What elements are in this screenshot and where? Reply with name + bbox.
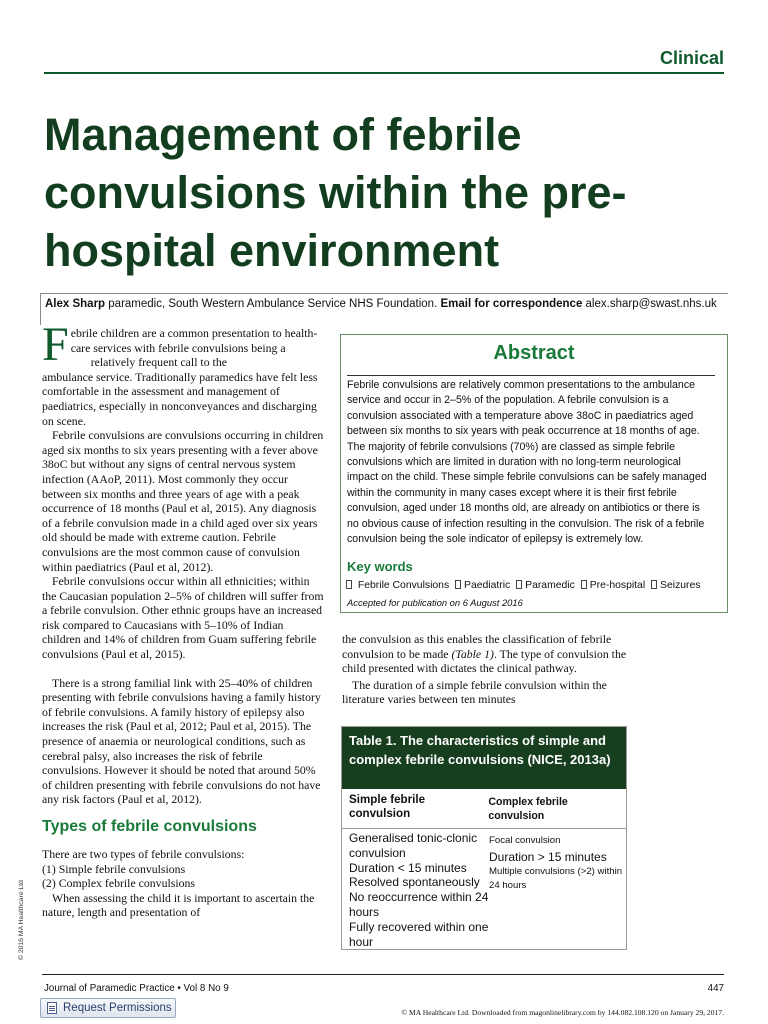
intro-paragraph bbox=[42, 318, 324, 371]
email-label: Email for correspondence bbox=[440, 298, 583, 310]
table-header-row bbox=[342, 789, 626, 829]
abstract-text: Febrile convulsions are relatively common presentations to the ambulance service and occur in 2–5% of the population. A febrile convulsion is a convulsion associated with a temperature above 38oC in paediatrics aged between six months to six years with peak occurrence at 18 months of age. The majority of febrile convulsions (70%) are classed as simple febrile convulsions which are limited in duration with no long-term neurological impact on the child. These simple febrile convulsions can be safely managed within the community in many cases except where it is their first febrile convulsion, aged under 18 months old, are already on antibiotics or there is no obvious cause of infection resulting in the convulsion. The risk of a febrile convulsion being the sole indicator of epilepsy is extremely low. bbox=[347, 379, 707, 546]
classification-text-b: . The type of convulsion the child presented with dictates the clinical pathway. bbox=[342, 646, 627, 676]
paragraph-classification bbox=[342, 632, 632, 676]
paragraph-ethnicity: Febrile convulsions occur within all ethnicities; within the Caucasian population 2–5% of children will suffer from a febrile convulsion. Other ethnic groups have an increased risk compared to Caucasians with 5–10% of Indian children and 14% of children from Guam suffering febrile convulsions (Paul et al, 2015). bbox=[42, 574, 324, 662]
list-item: (1) Simple febrile convulsions bbox=[42, 861, 186, 876]
list-item: (2) Complex febrile convulsions bbox=[42, 876, 196, 891]
paragraph-duration: The duration of a simple febrile convulsion within the literature varies between ten minutes bbox=[342, 677, 607, 707]
body-right-column bbox=[342, 632, 632, 707]
paragraph-types-intro: There are two types of febrile convulsions: bbox=[42, 847, 245, 861]
paragraph-assessing: When assessing the child it is important to ascertain the nature, length and presentation of bbox=[42, 890, 315, 920]
journal-citation: Journal of Paramedic Practice • Vol 8 No 9 bbox=[44, 983, 229, 994]
table-cell: Fully recovered within one hour bbox=[349, 919, 489, 949]
paragraph-definition: Febrile convulsions are convulsions occurring in children aged six months to six years presenting with a fever above 38oC but without any signs of central nervous system infection (AAoP, 2011). Most commonly they occur between six months and three years of age with a peak occurrence of 18 months (Paul et al, 2015). Any diagnosis of a febrile convulsion made in a child aged over six years old should be made with extreme caution. Febrile convulsions are the most common cause of convulsion within paediatrics (Paul et al, 2012). bbox=[42, 428, 324, 574]
keyword[interactable]: Paediatric bbox=[464, 580, 511, 592]
author-name: Alex Sharp bbox=[45, 298, 106, 310]
footer-rule bbox=[42, 974, 724, 975]
author-role: paramedic, South Western Ambulance Service NHS Foundation. bbox=[105, 298, 441, 310]
table-cell: Duration > 15 minutes bbox=[489, 849, 607, 864]
table-cell: Resolved spontaneously bbox=[349, 875, 480, 890]
table-cell: Multiple convulsions (>2) within 24 hours bbox=[489, 865, 623, 892]
request-permissions-button[interactable] bbox=[40, 998, 176, 1018]
spacer bbox=[42, 662, 324, 676]
author-email: alex.sharp@swast.nhs.uk bbox=[582, 298, 717, 310]
intro-line-2: care services with febrile convulsions being a bbox=[70, 340, 286, 355]
keyword[interactable]: Seizures bbox=[660, 580, 701, 592]
keyword-separator-icon bbox=[346, 580, 352, 589]
accepted-date: Accepted for publication on 6 August 2016 bbox=[347, 597, 523, 609]
table-reference-link[interactable]: (Table 1) bbox=[451, 646, 494, 661]
classification-text-a: the convulsion as this enables the classification of febrile convulsion to be made bbox=[342, 632, 612, 661]
document-icon bbox=[47, 1002, 57, 1014]
page-number: 447 bbox=[707, 983, 724, 994]
table-column-simple bbox=[349, 831, 499, 949]
article-title: Management of febrile convulsions within the pre-hospital environment bbox=[44, 109, 627, 276]
table-cell: No reoccurrence within 24 hours bbox=[349, 890, 489, 919]
keywords-list bbox=[341, 575, 727, 592]
table-cell: Generalised tonic-clonic convulsion bbox=[349, 831, 478, 860]
section-tag: Clinical bbox=[659, 48, 724, 68]
abstract-box bbox=[340, 334, 728, 613]
download-copyright: © MA Healthcare Ltd. Downloaded from magonlinelibrary.com by 144.082.108.120 on January 29, 2017. bbox=[401, 1008, 724, 1017]
table-column-header-simple: Simple febrile convulsion bbox=[349, 793, 426, 820]
table-cell: Duration < 15 minutes bbox=[349, 860, 467, 875]
intro-paragraph-rest: ambulance service. Traditionally paramedics have felt less comfortable in the assessment and management of paediatrics, especially in nonconveyances and discharging on scene. bbox=[42, 369, 318, 428]
table-title: Table 1. The characteristics of simple and complex febrile convulsions (NICE, 2013a) bbox=[342, 727, 626, 789]
keywords-heading: Key words bbox=[347, 559, 413, 575]
subheading-types: Types of febrile convulsions bbox=[42, 818, 257, 835]
table-column-complex bbox=[489, 833, 629, 894]
author-byline bbox=[40, 293, 728, 325]
body-left-column bbox=[42, 318, 324, 920]
side-copyright: © 2016 MA Healthcare Ltd bbox=[18, 880, 25, 960]
keyword-separator-icon bbox=[581, 580, 587, 589]
keyword[interactable]: Febrile Convulsions bbox=[357, 580, 450, 592]
request-permissions-label: Request Permissions bbox=[63, 1002, 172, 1014]
abstract-heading: Abstract bbox=[493, 342, 575, 364]
keyword-separator-icon bbox=[455, 580, 461, 589]
table-1 bbox=[341, 726, 627, 950]
table-column-header-complex: Complex febrile convulsion bbox=[488, 796, 568, 822]
dropcap: F bbox=[42, 318, 69, 371]
keyword-separator-icon bbox=[516, 580, 522, 589]
paragraph-familial: There is a strong familial link with 25–40% of children presenting with febrile convulsions having a family history of febrile convulsions. A family history of epilepsy also increases the risk (Paul et al, 2012; Paul et al, 2015). The presence of anaemia or neurological conditions, such as cerebral palsy, also increases the risk of febrile convulsions. However it should be noted that around 50% of children presenting with febrile convulsions do not have any risk factors (Paul et al, 2012). bbox=[42, 675, 321, 807]
table-cell: Focal convulsion bbox=[489, 835, 561, 846]
intro-line-3: relatively frequent call to the bbox=[90, 355, 227, 370]
keyword[interactable]: Paramedic bbox=[525, 580, 575, 592]
keyword-separator-icon bbox=[651, 580, 657, 589]
intro-line-1: ebrile children are a common presentation to health- bbox=[70, 326, 318, 340]
keyword[interactable]: Pre-hospital bbox=[589, 580, 646, 592]
top-rule bbox=[44, 72, 724, 74]
